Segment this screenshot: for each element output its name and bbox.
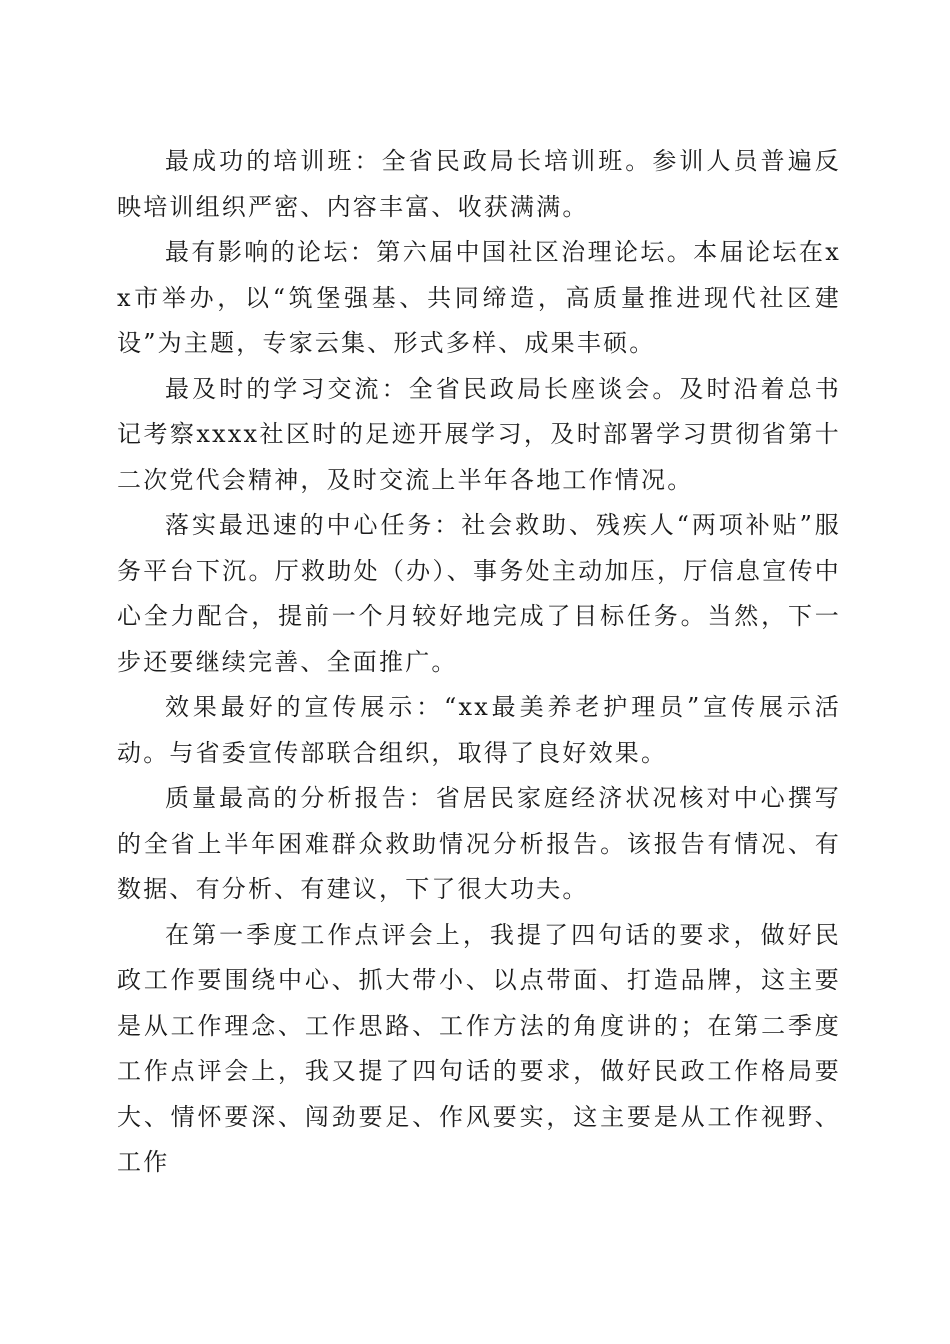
paragraph-central-task: 落实最迅速的中心任务：社会救助、残疾人“两项补贴”服务平台下沉。厅救助处（办）、事务处主动加压，厅信息宣传中心全力配合，提前一个月较好地完成了目标任务。当然，下一步还要继续完善、全面推广。: [117, 511, 841, 676]
paragraph-analysis-report: 质量最高的分析报告：省居民家庭经济状况核对中心撰写的全省上半年困难群众救助情况分析报告。该报告有情况、有数据、有分析、有建议，下了很大功夫。: [117, 784, 841, 903]
paragraph-training-class: 最成功的培训班：全省民政局长培训班。参训人员普遍反映培训组织严密、内容丰富、收获满满。: [117, 147, 841, 221]
paragraph-publicity: 效果最好的宣传展示：“xx最美养老护理员”宣传展示活动。与省委宣传部联合组织，取得了良好效果。: [117, 693, 841, 767]
paragraph-forum: 最有影响的论坛：第六届中国社区治理论坛。本届论坛在xx市举办，以“筑堡强基、共同缔造，高质量推进现代社区建设”为主题，专家云集、形式多样、成果丰硕。: [117, 238, 841, 357]
document-body: [117, 139, 841, 1186]
paragraph-quarterly-review: 在第一季度工作点评会上，我提了四句话的要求，做好民政工作要围绕中心、抓大带小、以点带面、打造品牌，这主要是从工作理念、工作思路、工作方法的角度讲的；在第二季度工作点评会上，我又提了四句话的要求，做好民政工作格局要大、情怀要深、闯劲要足、作风要实，这主要是从工作视野、工作: [117, 920, 841, 1176]
paragraph-study-exchange: 最及时的学习交流：全省民政局长座谈会。及时沿着总书记考察xxxx社区时的足迹开展学习，及时部署学习贯彻省第十二次党代会精神，及时交流上半年各地工作情况。: [117, 374, 841, 494]
